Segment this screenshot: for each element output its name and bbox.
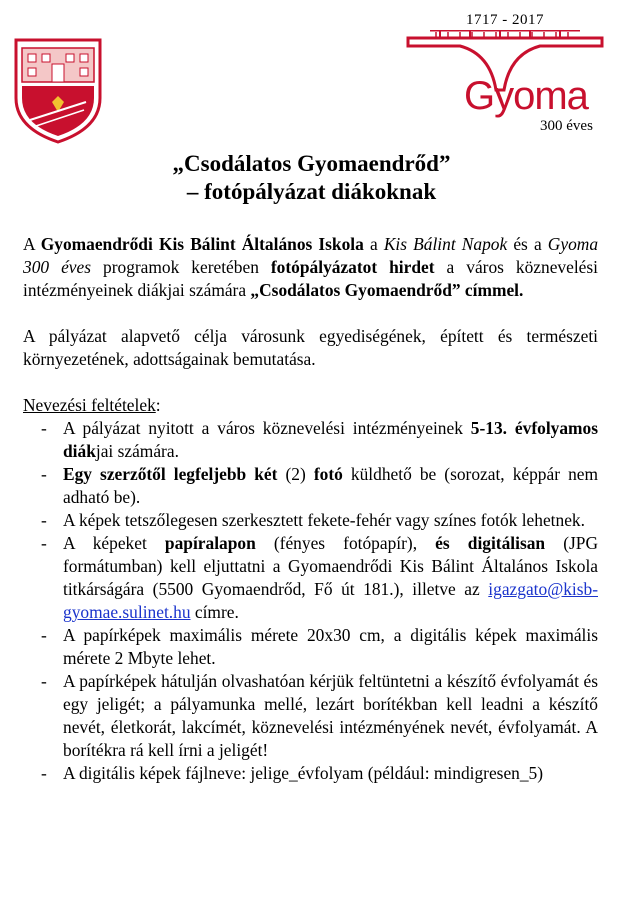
list-item-text: A papírképek maximális mérete 20x30 cm, a digitális képek maximális mérete 2 Mbyte lehet.	[63, 625, 598, 668]
list-item-bold: papíralapon	[164, 533, 256, 553]
goal-paragraph: A pályázat alapvető célja városunk egyediségének, épített és természeti környezetének, adottságainak bemutatása.	[23, 326, 598, 369]
contest-title: „Csodálatos Gyomaendrőd” címmel.	[250, 280, 524, 300]
town-coat-of-arms	[12, 36, 104, 146]
list-dash: -	[41, 533, 47, 553]
list-item-bold: 5-13. évfolyamos diák	[63, 418, 598, 461]
conditions-list	[23, 417, 598, 785]
list-dash: -	[41, 464, 47, 484]
school-name: Gyomaendrődi Kis Bálint Általános Iskola	[40, 234, 364, 254]
intro-text: a város köznevelési intézményeinek diákjai számára	[23, 257, 598, 300]
list-item-text: A képeket	[63, 533, 165, 553]
logo-gyoma-text: Gyoma	[464, 74, 588, 118]
list-item-text: A képek tetszőlegesen szerkesztett fekete-fehér vagy színes fotók lehetnek.	[63, 510, 585, 530]
conditions-heading	[23, 394, 598, 417]
program-name: Gyoma 300 éves	[23, 234, 599, 277]
list-item	[23, 417, 598, 463]
announcement: fotópályázatot hirdet	[270, 257, 435, 277]
event-name: Kis Bálint Napok	[383, 234, 508, 254]
intro-paragraph	[23, 233, 598, 302]
list-item	[23, 762, 598, 785]
intro-text: A	[23, 234, 41, 254]
list-item-bold: és digitálisan	[435, 533, 546, 553]
list-item	[23, 670, 598, 762]
conditions-colon: :	[155, 395, 161, 415]
intro-text: a	[363, 234, 384, 254]
list-item-text: A pályázat nyitott a város köznevelési intézményeinek	[63, 418, 471, 438]
logo-years: 1717 - 2017	[466, 12, 544, 28]
list-dash: -	[41, 763, 47, 783]
title-line-2: – fotópályázat diákoknak	[186, 179, 437, 204]
page-title	[0, 150, 623, 206]
email-link[interactable]: igazgato@kisb-gyomae.sulinet.hu	[63, 579, 598, 622]
list-item-text: küldhető be (sorozat, képpár nem adható be).	[63, 464, 599, 507]
list-item-text: (2)	[277, 464, 314, 484]
list-item-text: (fényes fotópapír),	[255, 533, 436, 553]
logo-subtitle: 300 éves	[540, 118, 593, 134]
list-item-text: A digitális képek fájlneve: jelige_évfolyam (például: mindigresen_5)	[63, 763, 544, 783]
list-item-text: (JPG formátumban) kell eljuttatni a Gyomaendrődi Kis Bálint Általános Iskola titkárságára (5500 Gyomaendrőd, Fő út 181.), illetve az	[63, 533, 598, 599]
list-dash: -	[41, 625, 47, 645]
conditions-heading-text: Nevezési feltételek	[23, 395, 156, 415]
list-dash: -	[41, 671, 47, 691]
list-item-text: A papírképek hátulján olvashatóan kérjük feltüntetni a készítő évfolyamát és egy jeligét; a pályamunka mellé, lezárt borítékban kell leadni a készítő nevét, életkorát, lakcímét, köznevelési intézményének nevét, évfolyamát. A borítékra rá kell írni a jeligét!	[63, 671, 598, 760]
list-item-text: címre.	[190, 602, 239, 622]
intro-text: programok keretében	[91, 257, 271, 277]
list-dash: -	[41, 510, 47, 530]
list-item-bold: fotó	[313, 464, 343, 484]
list-item	[23, 509, 598, 532]
list-dash: -	[41, 418, 47, 438]
list-item	[23, 532, 598, 624]
title-line-1: „Csodálatos Gyomaendrőd”	[172, 151, 451, 176]
gyoma-300-logo	[400, 12, 610, 142]
list-item	[23, 463, 598, 509]
list-item	[23, 624, 598, 670]
intro-text: és a	[507, 234, 548, 254]
list-item-text: jai számára.	[95, 441, 179, 461]
document-body	[23, 233, 598, 785]
list-item-bold: Egy szerzőtől legfeljebb két	[63, 464, 278, 484]
